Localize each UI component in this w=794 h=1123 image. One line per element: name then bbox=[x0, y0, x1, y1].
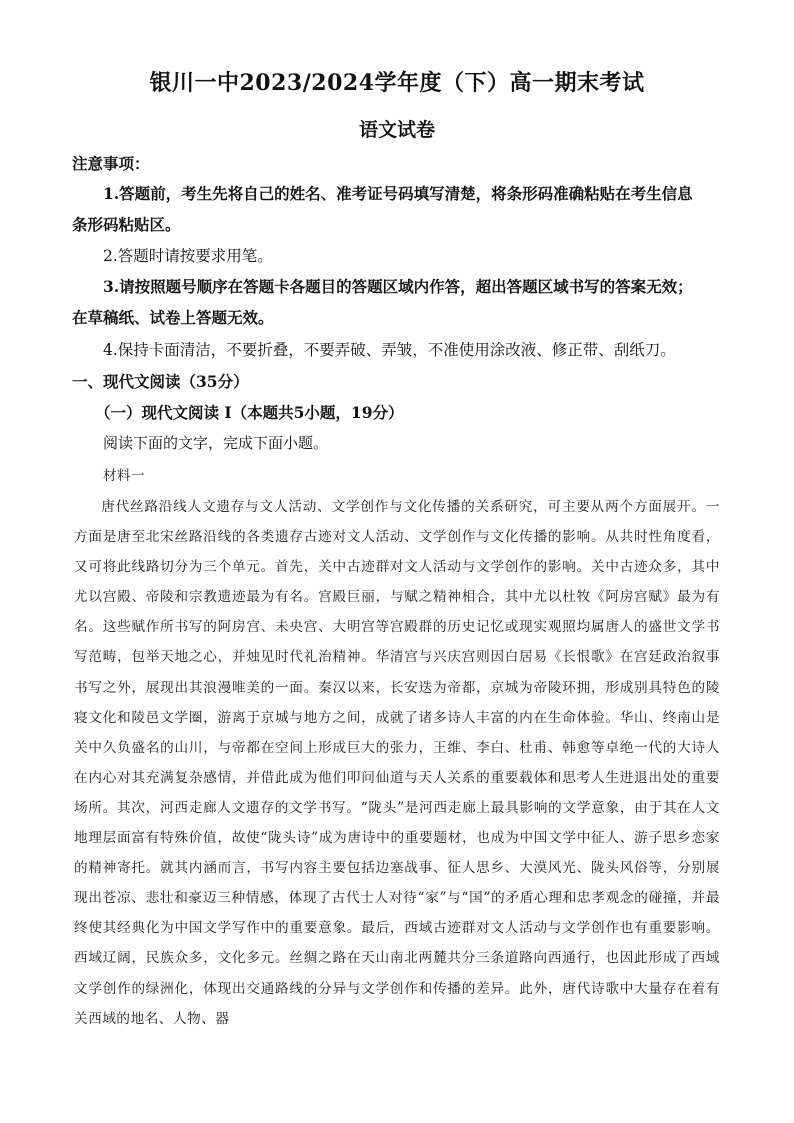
notice-line-3: 3.请按照题号顺序在答题卡各题目的答题区域内作答，超出答题区域书写的答案无效； bbox=[103, 277, 693, 296]
notice-line-1: 1.答题前，考生先将自己的姓名、准考证号码填写清楚，将条形码准确粘贴在考生信息 bbox=[103, 184, 693, 203]
section-heading: 一、现代文阅读（35分） bbox=[72, 372, 249, 391]
material-text: 唐代丝路沿线人文遗存与文人活动、文学创作与文化传播的关系研究，可主要从两个方面展开。一方面是唐至北宋丝路沿线的各类遗存古迹对文人活动、文学创作与文化传播的影响。从共时性角度看，又可将此线路切分为三个单元。首先，关中古迹群对文人活动与文学创作的影响。关中古迹众多，其中尤以宫殿、帝陵和宗教遗迹最为有名。宫殿巨丽，与赋之精神相合，其中尤以杜牧《阿房宫赋》最为有名。这些赋作所书写的阿房宫、未央宫、大明宫等宫殿群的历史记忆或现实观照均属唐人的盛世文学书写范畴，包举天地之心，并烛见时代礼治精神。华清宫与兴庆宫则因白居易《长恨歌》在宫廷政治叙事书写之外，展现出其浪漫唯美的一面。秦汉以来，长安迭为帝都，京城为帝陵环拥，形成别具特色的陵寝文化和陵邑文学圈，游离于京城与地方之间，成就了诸多诗人丰富的内在生命体验。华山、终南山是关中久负盛名的山川，与帝都在空间上形成巨大的张力，王维、李白、杜甫、韩愈等卓绝一代的大诗人在内心对其充满复杂感情，并借此成为他们叩问仙道与天人关系的重要载体和思考人生进退出处的重要场所。其次，河西走廊人文遗存的文学书写。“陇头”是河西走廊上最具影响的文学意象，由于其在人文地理层面富有特殊价值，故使“陇头诗”成为唐诗中的重要题材，也成为中国文学中征人、游子思乡恋家的精神寄托。就其内涵而言，书写内容主要包括边塞战事、征人思乡、大漠风光、陇头风俗等，分别展现出苍凉、悲壮和豪迈三种情感，体现了古代士人对待“家”与“国”的矛盾心理和忠孝观念的碰撞，并最终使其经典化为中国文学写作中的重要意象。最后，西域古迹群对文人活动与文学创作也有重要影响。西域辽阔，民族众多，文化多元。丝绸之路在天山南北两麓共分三条道路向西通行，也因此形成了西域文学创作的绿洲化，体现出交通路线的分异与文学创作和传播的差异。此外，唐代诗歌中大量存在着有关西域的地名、人物、器 bbox=[74, 499, 720, 1027]
exam-subtitle: 语文试卷 bbox=[358, 119, 435, 141]
notice-line-1-cont: 条形码粘贴区。 bbox=[72, 215, 181, 234]
notice-line-4: 4.保持卡面清洁，不要折叠，不要弄破、弄皱，不准使用涂改液、修正带、刮纸刀。 bbox=[103, 341, 676, 359]
exam-title: 银川一中2023/2024学年度（下）高一期末考试 bbox=[149, 70, 645, 96]
material-label: 材料一 bbox=[103, 468, 145, 484]
notice-heading: 注意事项： bbox=[72, 154, 150, 173]
reading-instruction: 阅读下面的文字，完成下面小题。 bbox=[103, 434, 329, 452]
section-subheading: （一）现代文阅读 I（本题共5小题，19分） bbox=[95, 403, 404, 422]
notice-line-3-cont: 在草稿纸、试卷上答题无效。 bbox=[72, 308, 274, 327]
notice-line-2: 2.答题时请按要求用笔。 bbox=[103, 247, 273, 265]
